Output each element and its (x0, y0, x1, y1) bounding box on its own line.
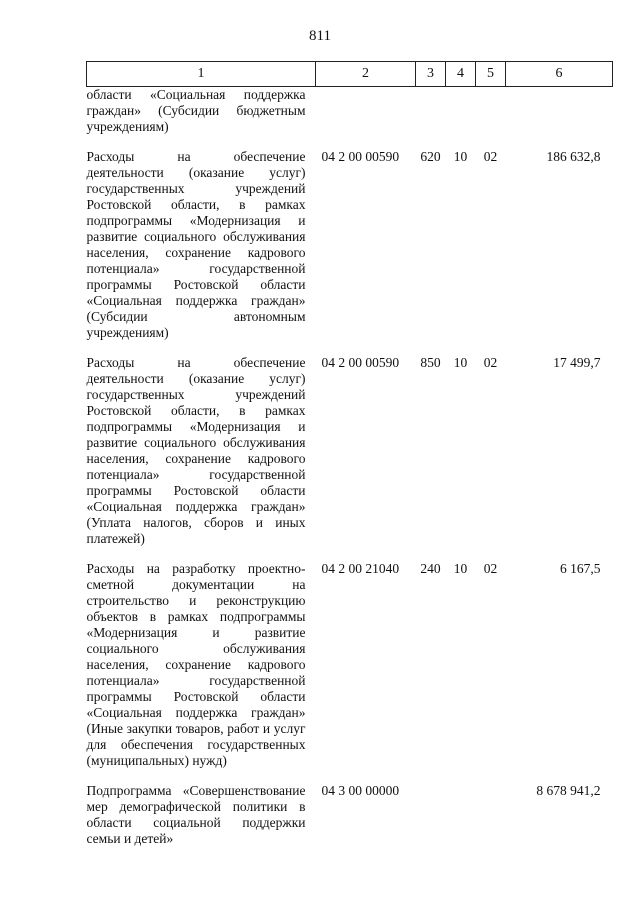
row-amount: 6 167,5 (560, 561, 601, 576)
row-pr: 02 (483, 149, 498, 164)
row-pr: 02 (483, 355, 498, 370)
row-code: 04 3 00 00000 (321, 783, 400, 798)
header-row (87, 62, 613, 87)
row-rz: 10 (453, 355, 468, 370)
table-row (87, 135, 613, 341)
row-amount: 8 678 941,2 (536, 783, 601, 798)
row-amount (506, 87, 613, 136)
row-rz (446, 87, 476, 136)
row-vr: 240 (420, 561, 441, 576)
budget-table (86, 61, 613, 847)
row-description: Расходы на обеспечение деятельности (оказание услуг) государственных учреждений Ростовской области, в рамках подпрограммы «Модернизация и развитие социального обслуживания населения, сохранение кадрового потенциала» государственной программы Ростовской области «Социальная поддержка граждан» (Уплата налогов, сборов и иных платежей) (86, 355, 306, 546)
row-pr (476, 769, 506, 847)
header-col-1: 1 (87, 62, 316, 87)
row-code: 04 2 00 00590 (321, 149, 400, 164)
table-row (87, 547, 613, 769)
table-row (87, 341, 613, 547)
row-amount: 186 632,8 (546, 149, 601, 164)
row-rz: 10 (453, 149, 468, 164)
table-row (87, 87, 613, 136)
header-col-3: 3 (416, 62, 446, 87)
row-pr (476, 87, 506, 136)
row-pr: 02 (483, 561, 498, 576)
row-description: Подпрограмма «Совершенствование мер демографической политики в области социальной поддержки семьи и детей» (86, 783, 306, 846)
row-vr (416, 769, 446, 847)
row-description: Расходы на разработку проектно-сметной документации на строительство и реконструкцию объектов в рамках подпрограммы «Модернизация и развитие социального обслуживания населения, сохранение кадрового потенциала» государственной программы Ростовской области «Социальная поддержка граждан» (Иные закупки товаров, работ и услуг для обеспечения государственных (муниципальных) нужд) (86, 561, 306, 768)
row-vr: 850 (420, 355, 441, 370)
page-number: 811 (309, 28, 331, 44)
row-amount: 17 499,7 (553, 355, 601, 370)
header-col-2: 2 (316, 62, 416, 87)
row-rz (446, 769, 476, 847)
row-code: 04 2 00 00590 (321, 355, 400, 370)
row-description: области «Социальная поддержка граждан» (Субсидии бюджетным учреждениям) (86, 87, 306, 134)
row-vr: 620 (420, 149, 441, 164)
header-col-5: 5 (476, 62, 506, 87)
table-row (87, 769, 613, 847)
row-vr (416, 87, 446, 136)
row-code: 04 2 00 21040 (321, 561, 400, 576)
row-rz: 10 (453, 561, 468, 576)
header-col-4: 4 (446, 62, 476, 87)
row-description: Расходы на обеспечение деятельности (оказание услуг) государственных учреждений Ростовской области, в рамках подпрограммы «Модернизация и развитие социального обслуживания населения, сохранение кадрового потенциала» государственной программы Ростовской области «Социальная поддержка граждан» (Субсидии автономным учреждениям) (86, 149, 306, 340)
header-col-6: 6 (506, 62, 613, 87)
row-code (316, 87, 416, 136)
